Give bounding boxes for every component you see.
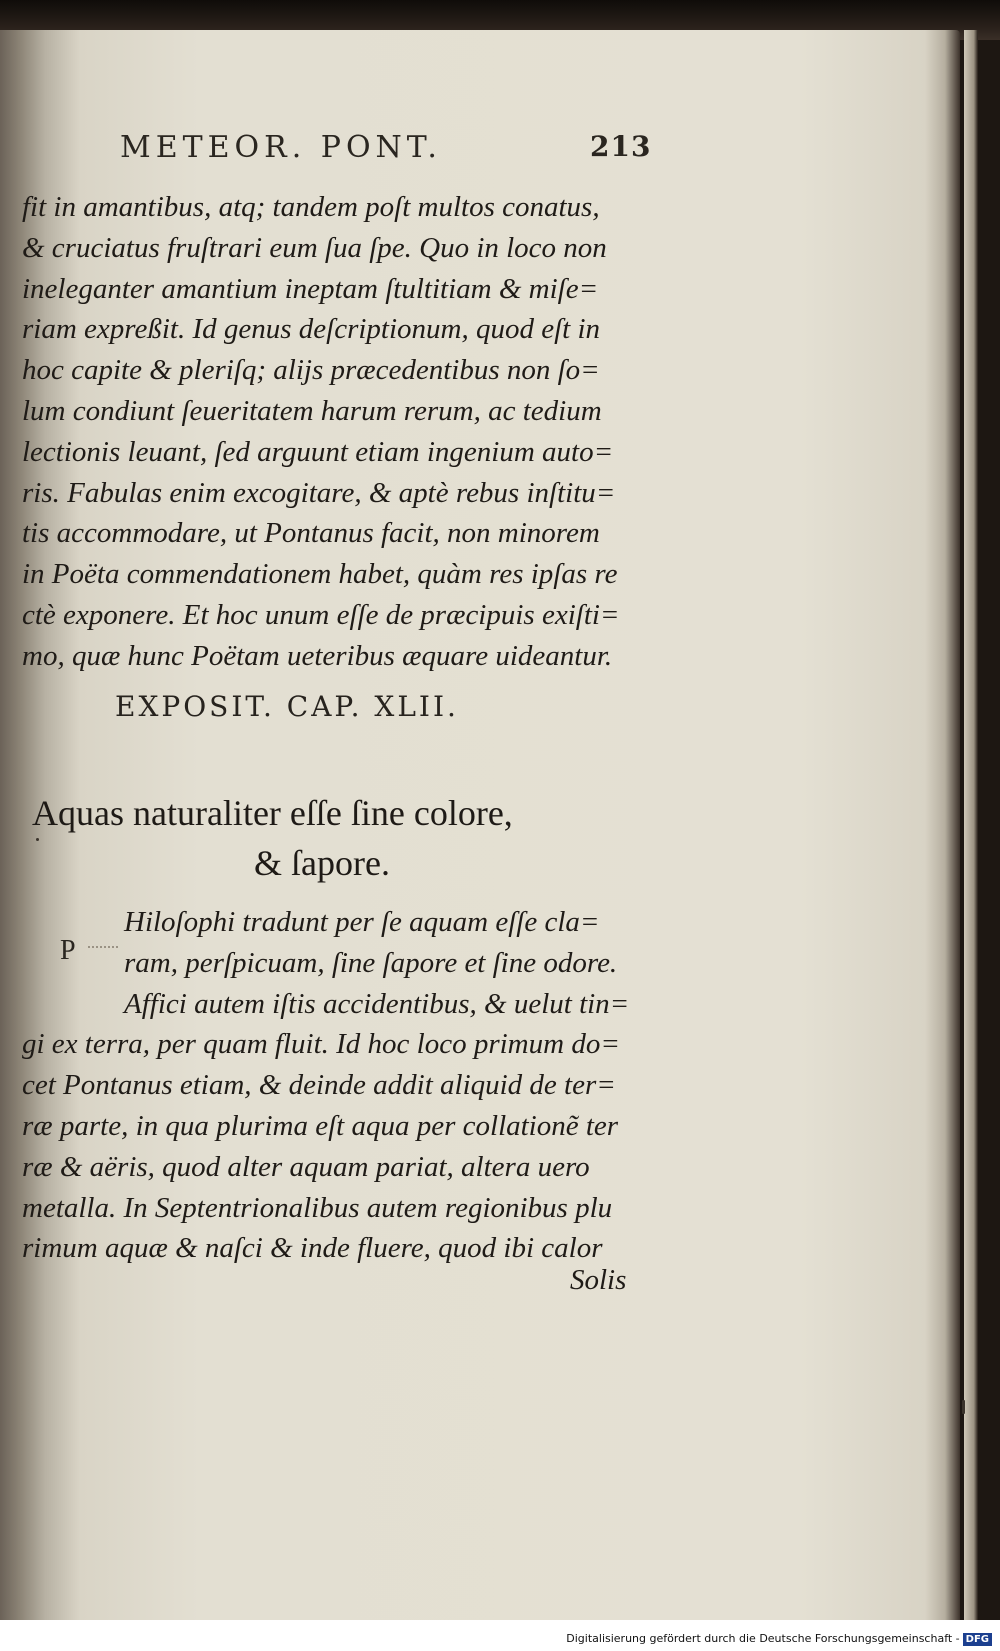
text-line: & cruciatus fruſtrari eum ſua ſpe. Quo in loco non <box>22 231 607 264</box>
text-line: gi ex terra, per quam fluit. Id hoc loco primum do= <box>22 1028 620 1061</box>
paper-speck <box>962 1400 965 1414</box>
text-line: lum condiunt ſeueritatem harum rerum, ac tedium <box>22 394 602 427</box>
text-line: hoc capite & pleriſq; alijs præcedentibus non ſo= <box>22 354 600 387</box>
text-line: ris. Fabulas enim excogitare, & aptè rebus inſtitu= <box>22 476 616 509</box>
heading-line-2: & ſapore. <box>254 843 390 883</box>
text-line: Affici autem iſtis accidentibus, & uelut tin= <box>124 987 630 1020</box>
catchword: Solis <box>570 1264 627 1296</box>
text-line: rimum aquæ & naſci & inde fluere, quod ibi calor <box>22 1232 603 1265</box>
text-line: lectionis leuant, ſed arguunt etiam ingenium auto= <box>22 435 614 468</box>
dfg-logo: DFG <box>963 1633 992 1646</box>
credit-text: Digitalisierung gefördert durch die Deutsche Forschungsgemeinschaft - <box>566 1632 960 1645</box>
paragraph-continued <box>22 187 662 677</box>
paper-speck <box>36 838 39 841</box>
text-line: metalla. In Septentrionalibus autem regionibus plu <box>22 1191 613 1224</box>
text-line: fit in amantibus, atq; tandem poſt multos conatus, <box>22 191 600 223</box>
page-number: 213 <box>590 130 652 163</box>
text-line: tis accommodare, ut Pontanus facit, non minorem <box>22 517 600 550</box>
chapter-heading <box>32 788 672 888</box>
paragraph-chapter-text <box>22 902 662 1269</box>
digitization-credit <box>566 1632 992 1646</box>
text-line: ræ parte, in qua plurima eſt aqua per collationẽ ter <box>22 1109 619 1142</box>
drop-capital: P <box>60 935 76 966</box>
text-line: cet Pontanus etiam, & deinde addit aliquid de ter= <box>22 1069 616 1102</box>
text-line: ctè exponere. Et hoc unum eſſe de præcipuis exiſti= <box>22 598 620 631</box>
heading-line-1: Aquas naturaliter eſſe ſine colore, <box>32 793 513 833</box>
text-line: mo, quæ hunc Poëtam ueteribus æquare uideantur. <box>22 639 613 672</box>
text-line: riam expreßit. Id genus deſcriptionum, quod eſt in <box>22 313 601 346</box>
chapter-subhead: EXPOSIT. CAP. XLII. <box>115 690 459 723</box>
text-line: ineleganter amantium ineptam ſtultitiam & miſe= <box>22 272 599 305</box>
running-title: METEOR. PONT. <box>120 130 442 165</box>
text-line: ræ & aëris, quod alter aquam pariat, altera uero <box>22 1150 590 1183</box>
text-line: in Poëta commendationem habet, quàm res ipſas re <box>22 558 618 591</box>
text-line: Hiloſophi tradunt per ſe aquam eſſe cla= <box>124 906 600 938</box>
page-edge <box>964 30 978 1620</box>
text-line: ram, perſpicuam, ſine ſapore et ſine odore. <box>124 946 618 979</box>
